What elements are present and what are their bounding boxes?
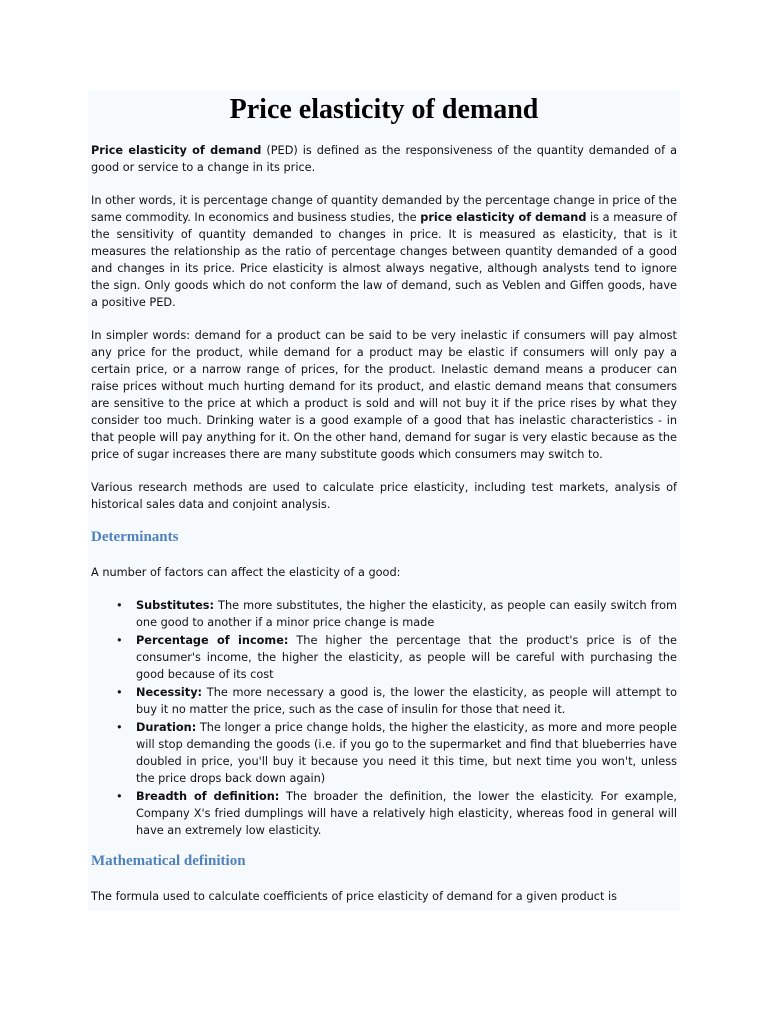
term-ped: Price elasticity of demand <box>91 144 262 157</box>
heading-determinants: Determinants <box>91 529 179 545</box>
bullet-icon: • <box>116 686 123 699</box>
document-page <box>88 90 680 911</box>
list-item: • Percentage of income: The higher the percentage that the product's price is of the consumer's income, the higher the elasticity, as people will be careful with purchasing the good because of its cost <box>116 634 677 681</box>
document-title: Price elasticity of demand <box>229 94 539 125</box>
paragraph-other-words: In other words, it is percentage change of quantity demanded by the percentage change in price of the same commodity. In economics and business studies, the price elasticity of demand is a measure of the sensitivity of quantity demanded to changes in price. It is measured as elasticity, that is it measures the relationship as the ratio of percentage changes between quantity demanded of a good and changes in its price. Price elasticity is almost always negative, although analysts tend to ignore the sign. Only goods which do not conform the law of demand, such as Veblen and Giffen goods, have a positive PED. <box>91 194 677 309</box>
bullet-icon: • <box>116 790 123 803</box>
heading-mathematical-definition: Mathematical definition <box>91 853 246 869</box>
bullet-icon: • <box>116 634 123 647</box>
list-item: • Necessity: The more necessary a good is, the lower the elasticity, as people will attempt to buy it no matter the price, such as the case of insulin for those that need it. <box>116 686 677 716</box>
paragraph-definition: Price elasticity of demand (PED) is defined as the responsiveness of the quantity demanded of a good or service to a change in its price. <box>91 144 677 174</box>
paragraph-formula-intro: The formula used to calculate coefficients of price elasticity of demand for a given product is <box>91 890 618 903</box>
bullet-icon: • <box>116 721 123 734</box>
list-item: • Duration: The longer a price change holds, the higher the elasticity, as more and more people will stop demanding the goods (i.e. if you go to the supermarket and find that blueberries have doubled in price, you'll buy it because you need it this time, but next time you won't, unless the price drops back down again) <box>116 721 677 785</box>
paragraph-research-methods: Various research methods are used to calculate price elasticity, including test markets, analysis of historical sales data and conjoint analysis. <box>91 481 677 511</box>
list-item: • Breadth of definition: The broader the definition, the lower the elasticity. For example, Company X's fried dumplings will have a relatively high elasticity, whereas food in general will have an extremely low elasticity. <box>116 790 678 837</box>
paragraph-simpler-words: In simpler words: demand for a product can be said to be very inelastic if consumers will pay almost any price for the product, while demand for a product may be elastic if consumers will only pay a certain price, or a narrow range of prices, for the product. Inelastic demand means a producer can raise prices without much hurting demand for its product, and elastic demand means that consumers are sensitive to the price at which a product is sold and will not buy it if the price rises by what they consider too much. Drinking water is a good example of a good that has inelastic characteristics - in that people will pay anything for it. On the other hand, demand for sugar is very elastic because as the price of sugar increases there are many substitute goods which consumers may switch to. <box>91 329 677 461</box>
bullet-icon: • <box>116 599 123 612</box>
determinants-list <box>88 597 680 839</box>
paragraph-factors-intro: A number of factors can affect the elasticity of a good: <box>91 566 401 579</box>
list-item: • Substitutes: The more substitutes, the higher the elasticity, as people can easily switch from one good to another if a minor price change is made <box>116 599 677 629</box>
term-ped-inline: price elasticity of demand <box>420 211 587 224</box>
